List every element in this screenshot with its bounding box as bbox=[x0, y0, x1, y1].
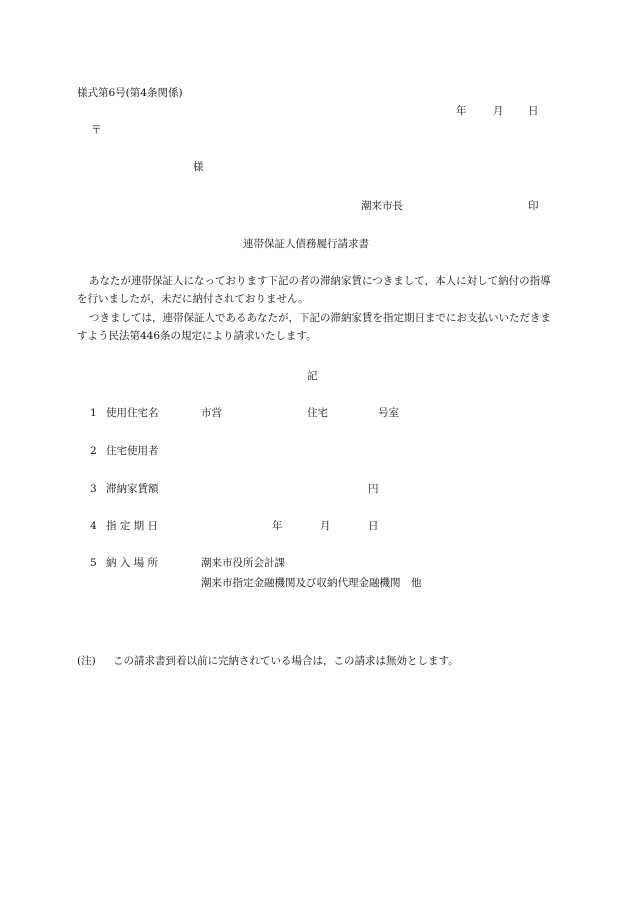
item-label: 滞納家賃額 bbox=[106, 483, 159, 495]
room-label: 号室 bbox=[378, 407, 399, 419]
item-number: 4 bbox=[90, 520, 97, 532]
body-paragraph-2: つきましては，連帯保証人であるあなたが，下記の滞納家賃を指定期日までにお支払いいただきますよう民法第446条の規定により請求いたします。 bbox=[77, 312, 551, 342]
ki-heading: 記 bbox=[307, 370, 318, 382]
item-number: 3 bbox=[90, 483, 97, 495]
honorific-sama: 様 bbox=[193, 161, 204, 173]
date-year-label: 年 bbox=[456, 105, 467, 117]
date-month-label: 月 bbox=[493, 105, 504, 117]
item-number: 1 bbox=[90, 407, 97, 419]
housing-label: 住宅 bbox=[307, 407, 328, 419]
date-day-label: 日 bbox=[528, 105, 539, 117]
item-number: 5 bbox=[90, 557, 97, 569]
body-paragraph-1: あなたが連帯保証人になっております下記の者の滞納家賃につきまして，本人に対して納付の指導を行いましたが，未だに納付されておりません。 bbox=[77, 275, 551, 305]
due-year-label: 年 bbox=[272, 520, 283, 532]
payment-place-1: 潮来市役所会計課 bbox=[201, 557, 285, 569]
form-number: 様式第6号(第4条関係) bbox=[77, 87, 183, 99]
due-day-label: 日 bbox=[368, 520, 379, 532]
payment-place-2: 潮来市指定金融機関及び収納代理金融機関 他 bbox=[201, 577, 422, 589]
item-label: 使用住宅名 bbox=[106, 407, 159, 419]
item-label: 住宅使用者 bbox=[106, 445, 159, 457]
municipal-label: 市営 bbox=[201, 407, 222, 419]
note-prefix: (注) bbox=[77, 655, 96, 667]
item-label: 指 定 期 日 bbox=[106, 520, 159, 532]
postal-mark: 〒 bbox=[91, 124, 102, 136]
due-month-label: 月 bbox=[320, 520, 331, 532]
yen-unit: 円 bbox=[368, 483, 379, 495]
seal-mark: 印 bbox=[528, 200, 539, 212]
note-text: この請求書到着以前に完納されている場合は，この請求は無効とします。 bbox=[113, 655, 459, 667]
document-title: 連帯保証人債務履行請求書 bbox=[243, 238, 369, 250]
issuer-name: 潮来市長 bbox=[361, 200, 403, 212]
item-label: 納 入 場 所 bbox=[106, 557, 159, 569]
item-number: 2 bbox=[90, 445, 97, 457]
